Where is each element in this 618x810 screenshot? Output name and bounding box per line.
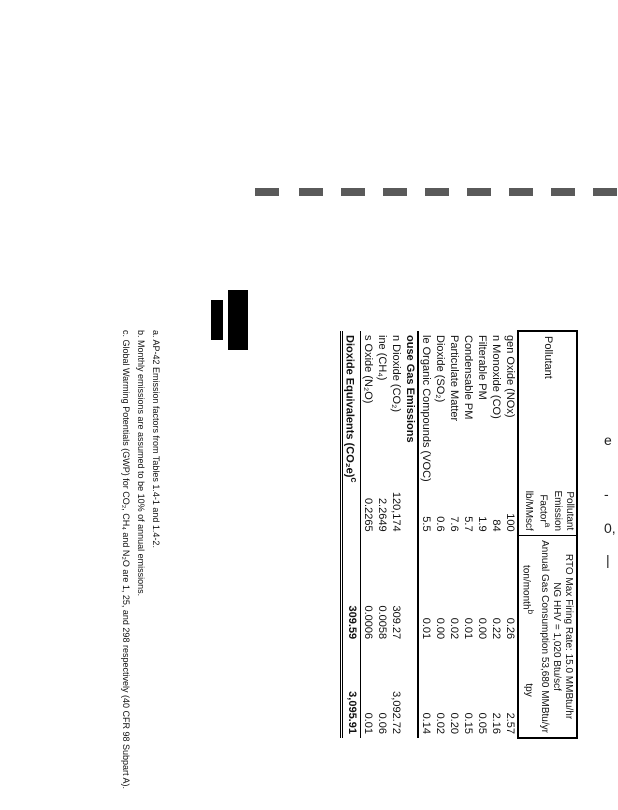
month-value: 0.00 xyxy=(434,617,447,640)
col-month xyxy=(518,536,536,644)
table-row xyxy=(489,331,503,738)
tpy-value: 2.16 xyxy=(490,712,503,734)
factor-value: 5.7 xyxy=(462,516,475,532)
factor-value: 1.9 xyxy=(476,516,489,532)
pollutant-name: ine (CH₄) xyxy=(376,335,389,381)
total-label xyxy=(341,331,361,487)
col-factor-line: Pollutant xyxy=(564,491,575,531)
footnote: a. AP-42 Emission factors from Tables 1.4-1 and 1.4-2. xyxy=(151,330,161,548)
redaction-bar xyxy=(228,290,248,350)
factor-value: 2.2649 xyxy=(376,497,389,532)
tpy-value: 0.01 xyxy=(362,712,375,734)
month-value: 0.00 xyxy=(476,617,489,640)
pollutant-name: Condensable PM xyxy=(462,335,475,420)
month-value: 0.26 xyxy=(504,617,517,640)
pollutant-name: le Organic Compounds (VOC) xyxy=(420,335,433,482)
factor-value: 100 xyxy=(504,513,517,532)
tpy-value: 0.15 xyxy=(462,712,475,734)
tpy-value: 0.14 xyxy=(420,712,433,734)
pollutant-name: Filterable PM xyxy=(476,335,489,400)
month-value: 0.02 xyxy=(448,617,461,640)
month-value: 0.01 xyxy=(462,617,475,640)
rto-header xyxy=(536,536,577,738)
section-header-row xyxy=(403,331,418,738)
factor-value: 7.6 xyxy=(448,516,461,532)
ghg-section-title: ouse Gas Emissions xyxy=(403,331,418,738)
pollutant-name: Dioxide (SO₂) xyxy=(434,335,447,403)
rto-line: Annual Gas Consumption 53,680 MMBtu/yr xyxy=(539,540,551,733)
table-row xyxy=(389,331,403,738)
factor-value: 5.5 xyxy=(420,516,433,532)
pollutant-name: n Dioxide (CO₂) xyxy=(390,335,403,413)
footnote-ref: c xyxy=(349,477,360,483)
redaction-bar xyxy=(211,300,223,340)
col-factor-unit: lb/MMscf xyxy=(522,490,534,531)
footnote: c. Global Warming Potentials (GWP) for CO₂, CH₄ and N₂O are 1, 25, and 298 respectively (40 CFR 98 Subpart A). xyxy=(121,330,131,790)
stray-mark: 0, xyxy=(604,520,616,536)
table-row xyxy=(433,331,447,738)
table-row xyxy=(361,331,376,738)
total-row xyxy=(341,331,361,738)
factor-value: 84 xyxy=(490,519,503,532)
month-value: 0.01 xyxy=(420,617,433,640)
table-row xyxy=(418,331,433,738)
factor-value: 120,174 xyxy=(390,491,403,532)
tpy-value: 0.05 xyxy=(476,712,489,734)
total-name: Dioxide Equivalents (CO₂e) xyxy=(343,335,356,478)
table-row xyxy=(447,331,461,738)
pollutant-name: gen Oxide (NOx) xyxy=(504,335,517,418)
tpy-value: 0.06 xyxy=(376,712,389,734)
pollutant-name: n Monoxide (CO) xyxy=(490,335,503,419)
table-row xyxy=(503,331,518,738)
col-month-label: ton/month xyxy=(520,565,532,610)
col-tpy: tpy xyxy=(522,683,534,697)
tpy-value: 0.02 xyxy=(434,712,447,734)
month-value: 0.22 xyxy=(490,617,503,640)
col-factor-line: Factor xyxy=(537,494,549,523)
factor-value xyxy=(341,487,361,536)
month-value: 309.59 xyxy=(341,536,361,644)
table-row xyxy=(475,331,489,738)
stray-mark: | xyxy=(606,552,610,568)
emissions-table xyxy=(340,330,578,734)
month-value: 309.27 xyxy=(390,605,403,640)
table-row xyxy=(461,331,475,738)
rto-line: NG HHV = 1,020 Btu/scf xyxy=(551,582,563,691)
stray-mark: - xyxy=(604,486,609,502)
factor-value: 0.2265 xyxy=(362,497,375,532)
col-pollutant: Pollutant xyxy=(541,336,554,379)
pollutant-name: s Oxide (N₂O) xyxy=(362,335,375,404)
table-row xyxy=(375,331,389,738)
tpy-value: 2.57 xyxy=(504,712,517,734)
col-factor-line: Emission xyxy=(552,490,564,532)
month-value: 0.0006 xyxy=(362,605,375,640)
tpy-value: 3,095.91 xyxy=(341,643,361,738)
month-value: 0.0058 xyxy=(376,605,389,640)
footnote-ref: b xyxy=(526,609,537,615)
footnote: b. Monthly emissions are assumed to be 10% of annual emissions. xyxy=(136,330,146,597)
tpy-value: 0.20 xyxy=(448,712,461,734)
pollutant-name: Particulate Matter xyxy=(448,335,461,422)
footnotes xyxy=(118,330,163,810)
rto-line: RTO Max Firing Rate: 15.0 MMBtu/hr xyxy=(563,553,575,720)
factor-value: 0.6 xyxy=(434,516,447,532)
stray-mark: e xyxy=(604,432,612,448)
tpy-value: 3,092.72 xyxy=(390,691,403,734)
col-factor xyxy=(536,487,577,536)
footnote-ref: a xyxy=(543,522,553,528)
